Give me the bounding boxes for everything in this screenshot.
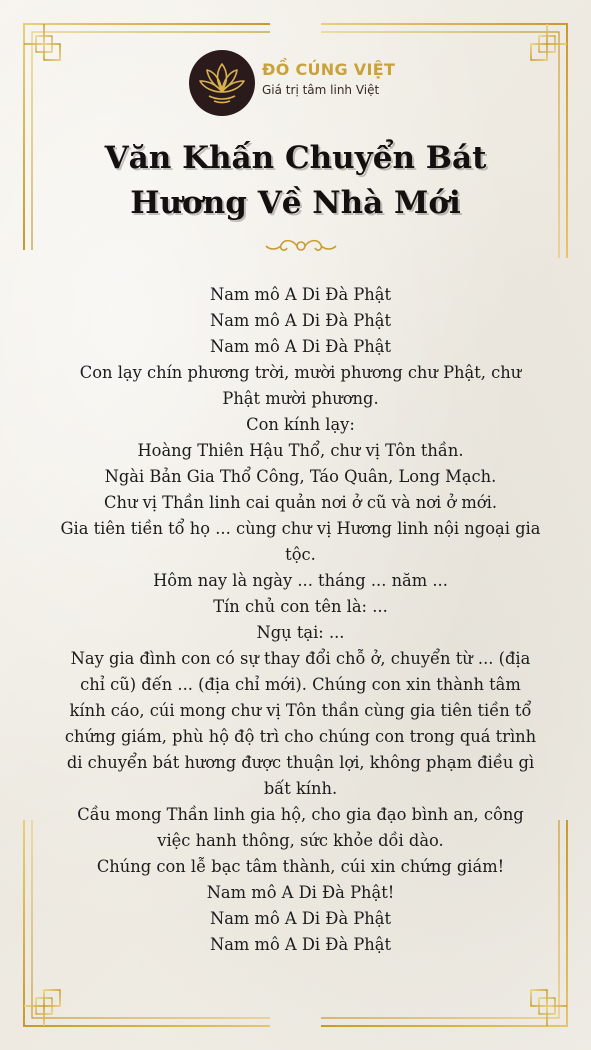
prayer-line: Ngài Bản Gia Thổ Công, Táo Quân, Long Mạch. [104,467,497,486]
prayer-line: Con lạy chín phương trời, mười phương chư Phật, chư Phật mười phương. [79,363,522,408]
brand-tagline: Giá trị tâm linh Việt [262,83,380,97]
prayer-line: Hoàng Thiên Hậu Thổ, chư vị Tôn thần. [137,441,464,460]
ornamental-divider [188,236,414,256]
prayer-line: Nam mô A Di Đà Phật [209,909,392,928]
prayer-line: Chúng con lễ bạc tâm thành, cúi xin chứng giám! [96,857,505,876]
prayer-line: Tín chủ con tên là: ... [213,597,388,616]
prayer-line: Nam mô A Di Đà Phật [209,337,392,356]
prayer-line: Nam mô A Di Đà Phật [209,935,392,954]
prayer-line: Nam mô A Di Đà Phật [209,311,392,330]
prayer-line: Chư vị Thần linh cai quản nơi ở cũ và nơi ở mới. [104,493,497,512]
prayer-line: Nay gia đình con có sự thay đổi chỗ ở, chuyển từ ... (địa chỉ cũ) đến ... (địa chỉ mới). Chúng con xin thành tâm kính cáo, cúi mong chư vị Tôn thần cùng gia tiên tiền tổ chứng giám, phù hộ độ trì cho chúng con trong quá trình di chuyển bát hương được thuận lợi, không phạm điều gì bất kính. [64,649,537,798]
brand-name: ĐỒ CÚNG VIỆT [262,60,396,79]
title-line-1: Văn Khấn Chuyển Bát [104,140,487,176]
prayer-line: Gia tiên tiền tổ họ ... cùng chư vị Hương linh nội ngoại gia tộc. [60,519,541,564]
prayer-line: Cầu mong Thần linh gia hộ, cho gia đạo bình an, công việc hanh thông, sức khỏe dồi dào. [77,805,524,850]
prayer-line: Nam mô A Di Đà Phật! [206,883,395,902]
prayer-line: Ngụ tại: ... [256,623,345,642]
lotus-logo-icon [189,50,255,116]
page-title [40,136,551,226]
prayer-text [60,282,541,958]
prayer-line: Con kính lạy: [246,415,355,434]
title-line-2: Hương Về Nhà Mới [130,185,461,221]
prayer-line: Hôm nay là ngày ... tháng ... năm ... [153,571,448,590]
prayer-line: Nam mô A Di Đà Phật [209,285,392,304]
